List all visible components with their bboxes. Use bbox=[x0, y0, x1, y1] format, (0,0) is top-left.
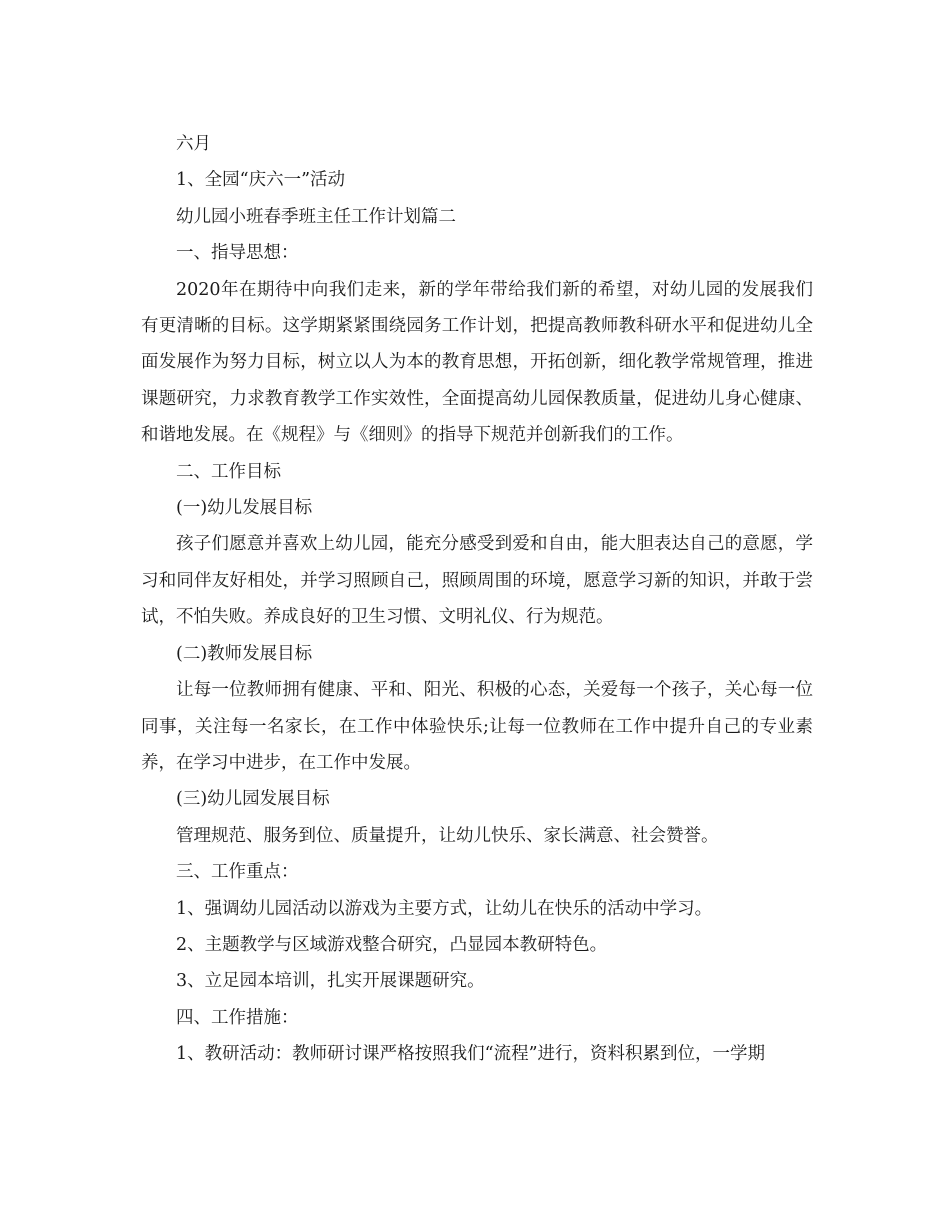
list-item-measure-1: 1、教研活动：教师研讨课严格按照我们“流程”进行，资料积累到位，一学期 bbox=[176, 1044, 766, 1065]
paragraph-children-day-activity: 1、全园“庆六一”活动 bbox=[176, 170, 346, 191]
section-heading-guiding-ideology: 一、指导思想： bbox=[176, 243, 299, 264]
list-item-focus-2: 2、主题教学与区域游戏整合研究，凸显园本教研特色。 bbox=[176, 934, 608, 955]
section-heading-work-measures: 四、工作措施： bbox=[176, 1007, 299, 1028]
section-heading-work-focus: 三、工作重点： bbox=[176, 862, 299, 883]
paragraph-teacher-goals: 让每一位教师拥有健康、平和、阳光、积极的心态，关爱每一个孩子，关心每一位同事，关注每一名家长，在工作中体验快乐;让每一位教师在工作中提升自己的专业素养，在学习中进步，在工作中发展。 bbox=[141, 680, 813, 773]
paragraph-kindergarten-goals: 管理规范、服务到位、质量提升，让幼儿快乐、家长满意、社会赞誉。 bbox=[176, 825, 719, 846]
subheading-child-goals: (一)幼儿发展目标 bbox=[176, 498, 313, 519]
list-item-focus-3: 3、立足园本培训，扎实开展课题研究。 bbox=[176, 971, 485, 992]
paragraph-child-goals: 孩子们愿意并喜欢上幼儿园，能充分感受到爱和自由，能大胆表达自己的意愿，学习和同伴友好相处，并学习照顾自己，照顾周围的环境，愿意学习新的知识，并敢于尝试，不怕失败。养成良好的卫生习惯、文明礼仪、行为规范。 bbox=[141, 534, 813, 628]
section-heading-work-goals: 二、工作目标 bbox=[176, 461, 281, 482]
paragraph-month-heading: 六月 bbox=[176, 134, 211, 154]
subheading-kindergarten-goals: (三)幼儿园发展目标 bbox=[176, 789, 330, 810]
list-item-focus-1: 1、强调幼儿园活动以游戏为主要方式，让幼儿在快乐的活动中学习。 bbox=[176, 898, 713, 919]
paragraph-plan-title: 幼儿园小班春季班主任工作计划篇二 bbox=[176, 206, 456, 227]
subheading-teacher-goals: (二)教师发展目标 bbox=[176, 643, 313, 664]
document-body bbox=[141, 126, 813, 1073]
paragraph-guiding-ideology: 2020年在期待中向我们走来，新的学年带给我们新的希望，对幼儿园的发展我们有更清晰的目标。这学期紧紧围绕园务工作计划，把提高教师教科研水平和促进幼儿全面发展作为努力目标，树立以人为本的教育思想，开拓创新，细化教学常规管理，推进课题研究，力求教育教学工作实效性，全面提高幼儿园保教质量，促进幼儿身心健康、和谐地发展。在《规程》与《细则》的指导下规范并创新我们的工作。 bbox=[141, 279, 813, 446]
